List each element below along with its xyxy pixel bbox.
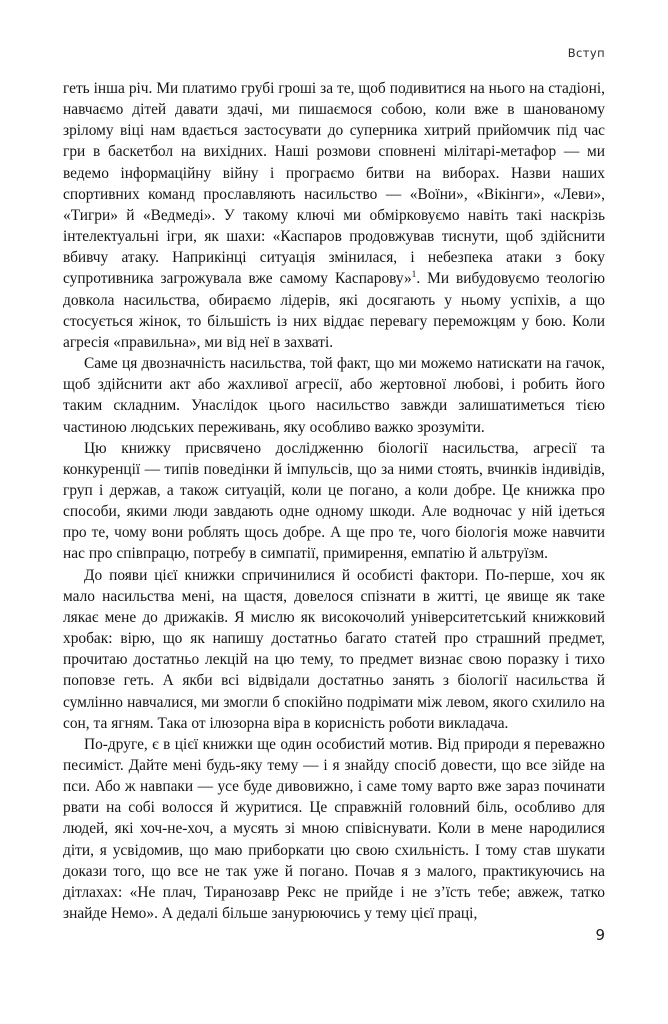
paragraph-3: Цю книжку присвячено дослідженню біології насильства, агресії та конкуренції — типів поведінки й імпульсів, що за ними стоять, вчинків індивідів, груп і держав, а також ситуацій, коли це погано, а коли добре. Це книжка про способи, якими люди завдають одне одному шкоди. Але водночас у ній ідеться про те, чому вони роблять щось добре. А ще про те, чого біологія може навчити нас про співпрацю, потребу в симпатії, примирення, емпатію й альтруїзм. — [63, 439, 605, 563]
paragraph-1-text-after-footnote: . Ми вибудовуємо теологію довкола насильства, обираємо лідерів, які досягають у ньому успіхів, а що стосується жінок, то більшість із них віддає перевагу переможцям у бою. Коли агресія «правильна», ми від неї в захваті. — [63, 270, 605, 351]
paragraph-1-text-before-footnote: геть інша річ. Ми платимо грубі гроші за те, щоб подивитися на нього на стадіоні, навчаємо дітей давати здачі, ми пишаємося собою, коли вже в шанованому зрілому віці нам вдається застосувати до суперника хитрий прийомчик під час гри в баскетбол на вихідних. Наші розмови сповнені мілітарі-метафор — ми ведемо інформаційну війну і програємо битви на виборах. Назви наших спортивних команд прославляють насильство — «Воїни», «Вікінги», «Леви», «Тигри» й «Ведмеді». У такому ключі ми обмірковуємо навіть такі наскрізь інтелектуальні ігри, як шахи: «Каспаров продовжував тиснути, щоб здійснити вбивчу атаку. Наприкінці ситуація змінилася, і небезпека атаки з боку супротивника загрожувала вже самому Каспарову» — [63, 80, 605, 288]
body-text-block — [63, 78, 605, 924]
page-number: 9 — [595, 926, 605, 944]
paragraph-2: Саме ця двозначність насильства, той факт, що ми можемо натискати на гачок, щоб здійснити акт або жахливої агресії, або жертовної любові, і робить його таким складним. Унаслідок цього насильство завжди залишатиметься тією частиною людських переживань, яку особливо важко зрозуміти. — [63, 355, 605, 436]
footnote-marker[interactable]: 1 — [411, 270, 417, 281]
paragraph-1 — [63, 78, 605, 353]
running-head: Вступ — [567, 46, 605, 60]
paragraph-4: До появи цієї книжки спричинилися й особисті фактори. По-перше, хоч як мало насильства мені, на щастя, довелося спізнати в житті, це явище як таке лякає мене до дрижаків. Я мислю як високочолий університетський книжковий хробак: вірю, що як напишу достатньо багато статей про страшний предмет, прочитаю достатньо лекцій на цю тему, то предмет визнає свою поразку і тихо поповзе геть. А якби всі відвідали достатньо занять з біології насильства й сумлінно навчалися, ми змогли б спокійно подрімати між левом, якого схилило на сон, та ягням. Така от ілюзорна віра в корисність роботи викладача. — [63, 566, 605, 732]
paragraph-5: По-друге, є в цієї книжки ще один особистий мотив. Від природи я переважно песиміст. Дайте мені будь-яку тему — і я знайду спосіб довести, що все зійде на пси. Або ж навпаки — усе буде дивовижно, і саме тому варто вже зараз починати рвати на собі волосся й журитися. Це справжній головний біль, особливо для людей, які хоч-не-хоч, а мусять зі мною співіснувати. Коли в мене народилися діти, я усвідомив, що маю приборкати цю свою схильність. І тому став шукати докази того, що все не так уже й погано. Почав я з малого, практикуючись на дітлахах: «Не плач, Тиранозавр Рекс не прийде і не з’їсть тебе; авжеж, татко знайде Немо». А дедалі більше занурюючись у тему цієї праці, — [63, 735, 605, 923]
